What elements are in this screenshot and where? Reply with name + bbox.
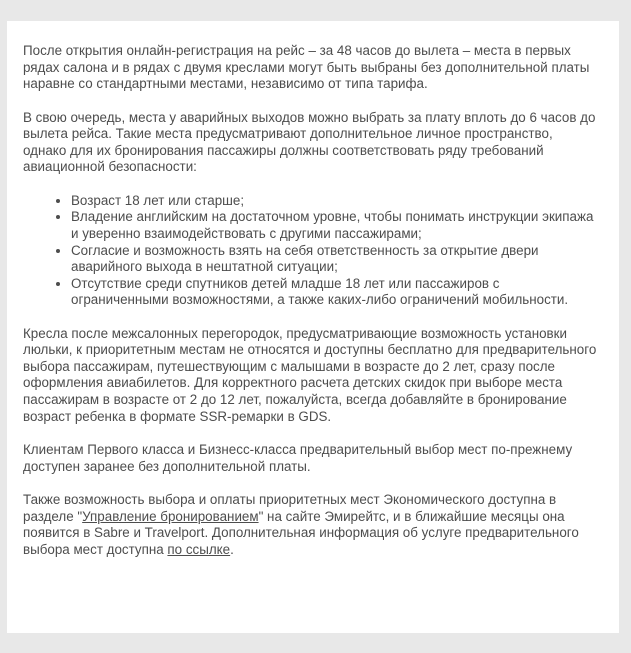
paragraph-text: " на сайте Эмирейтс, и в ближайшие месяцы она появится в Sabre и Travelport. Дополнительная информация об услуге предварительного выбора мест доступна: [23, 508, 579, 557]
paragraph-online-checkin: После открытия онлайн-регистрация на рейс – за 48 часов до вылета – места в первых рядах салона и в рядах с двумя креслами могут быть выбраны без дополнительной платы наравне со стандартными местами, независимо от типа тарифа.: [23, 43, 590, 92]
list-item: • Возраст 18 лет или старше;: [71, 193, 597, 210]
paragraph-text: Также возможность выбора и оплаты приоритетных мест Экономического доступна в разделе ": [23, 492, 557, 524]
paragraph-manage-booking: [23, 492, 597, 558]
manage-booking-link[interactable]: Управление бронированием: [82, 508, 259, 524]
list-item: • Согласие и возможность взять на себя ответственность за открытие двери аварийного выхода в нештатной ситуации;: [71, 243, 597, 276]
content-card: [7, 21, 619, 633]
more-info-link[interactable]: по ссылке: [167, 541, 231, 557]
list-item: • Владение английским на достаточном уровне, чтобы понимать инструкции экипажа и уверенно взаимодействовать с другими пассажирами;: [71, 209, 597, 242]
requirements-list: [23, 193, 597, 309]
paragraph-bassinet-seats: Кресла после межсалонных перегородок, предусматривающие возможность установки люльки, к приоритетным местам не относятся и доступны бесплатно для предварительного выбора пассажирам, путешествующим с малышами в возрасте до 2 лет, сразу после оформления авиабилетов. Для корректного расчета детских скидок при выборе места пассажирам в возрасте от 2 до 12 лет, пожалуйста, всегда добавляйте в бронирование возраст ребенка в формате SSR-ремарки в GDS.: [23, 325, 597, 424]
paragraph-text: .: [230, 541, 234, 557]
list-item: • Отсутствие среди спутников детей младше 18 лет или пассажиров с ограниченными возможностями, а также каких-либо ограничений мобильности.: [71, 276, 597, 309]
paragraph-exit-seats: В свою очередь, места у аварийных выходов можно выбрать за плату вплоть до 6 часов до вылета рейса. Такие места предусматривают дополнительное личное пространство, однако для их бронирования пассажиры должны соответствовать ряду требований авиационной безопасности:: [23, 109, 596, 175]
paragraph-premium-classes: Клиентам Первого класса и Бизнесс-класса предварительный выбор мест по-прежнему доступен заранее без дополнительной платы.: [23, 442, 573, 474]
